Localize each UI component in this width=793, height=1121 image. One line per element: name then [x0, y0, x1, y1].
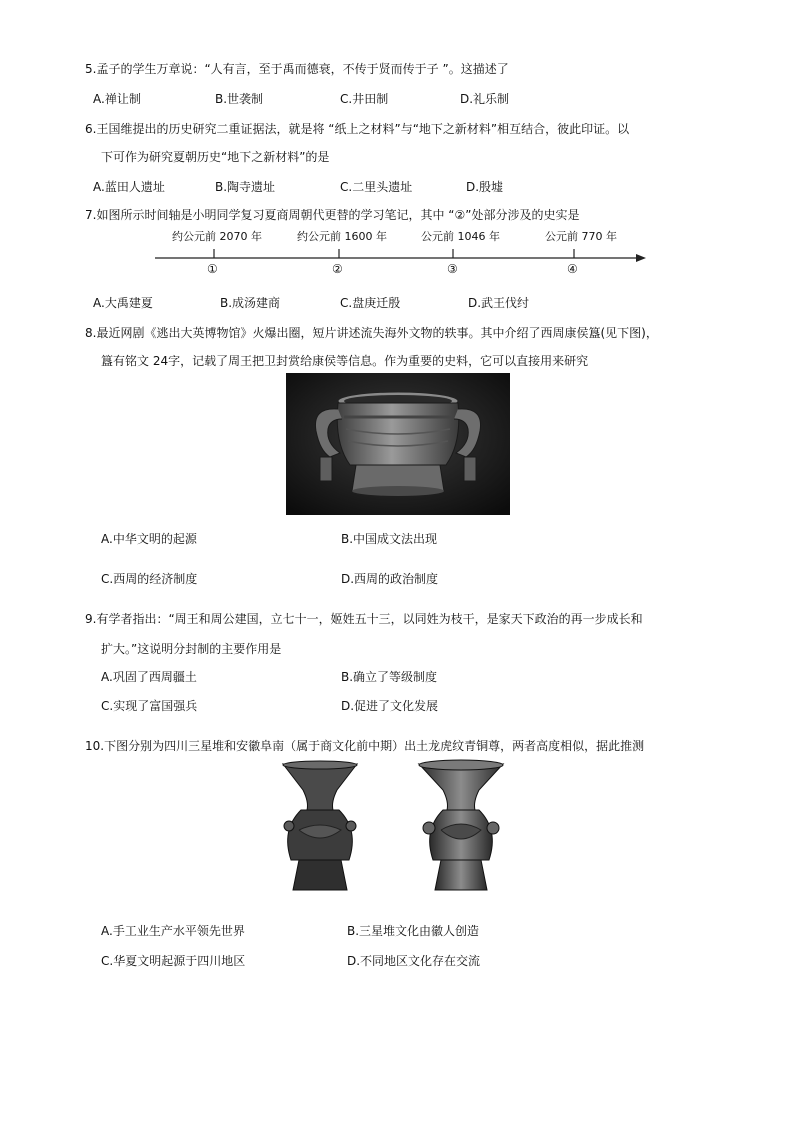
sanxingdui-zun-image	[275, 760, 365, 895]
timeline-marker-3: ③	[447, 262, 458, 276]
q5-option-b[interactable]: B.世袭制	[215, 92, 264, 106]
q8-option-d[interactable]: D.西周的政治制度	[341, 572, 439, 586]
kanghou-gui-image	[286, 373, 510, 515]
q9-stem-line2: 扩大。”这说明分封制的主要作用是	[101, 642, 282, 656]
q9-stem-line1: 9.有学者指出：“周王和周公建国，立七十一，姬姓五十三，以同姓为枝干，是家天下政治的再一步成长和	[85, 612, 643, 626]
q7-option-d[interactable]: D.武王伐纣	[468, 296, 530, 310]
q9-option-c[interactable]: C.实现了富国强兵	[101, 699, 198, 713]
q9-option-a[interactable]: A.巩固了西周疆土	[101, 670, 197, 684]
q10-option-d[interactable]: D.不同地区文化存在交流	[347, 954, 481, 968]
q5-option-d[interactable]: D.礼乐制	[460, 92, 510, 106]
timeline-date-2: 约公元前 1600 年	[297, 230, 387, 243]
q6-stem-line2: 下可作为研究夏朝历史“地下之新材料”的是	[101, 150, 330, 164]
timeline-date-3: 公元前 1046 年	[421, 230, 500, 243]
q8-option-b[interactable]: B.中国成文法出现	[341, 532, 438, 546]
q8-option-a[interactable]: A.中华文明的起源	[101, 532, 197, 546]
q7-stem: 7.如图所示时间轴是小明同学复习夏商周朝代更替的学习笔记，其中 “②”处部分涉及的史实是	[85, 208, 580, 222]
q10-stem: 10.下图分别为四川三星堆和安徽阜南（属于商文化前中期）出土龙虎纹青铜尊，两者高度相似，据此推测	[85, 739, 645, 753]
q10-option-b[interactable]: B.三星堆文化由徽人创造	[347, 924, 480, 938]
timeline-marker-2: ②	[332, 262, 343, 276]
q10-option-a[interactable]: A.手工业生产水平领先世界	[101, 924, 245, 938]
timeline-marker-1: ①	[207, 262, 218, 276]
timeline-marker-4: ④	[567, 262, 578, 276]
q8-option-c[interactable]: C.西周的经济制度	[101, 572, 198, 586]
q7-option-c[interactable]: C.盘庚迁殷	[340, 296, 401, 310]
q8-stem-line1: 8.最近网剧《逃出大英博物馆》火爆出圈，短片讲述流失海外文物的轶事。其中介绍了西周康侯簋(见下图)，	[85, 326, 658, 340]
q7-option-a[interactable]: A.大禹建夏	[93, 296, 153, 310]
q6-option-b[interactable]: B.陶寺遗址	[215, 180, 276, 194]
q7-option-b[interactable]: B.成汤建商	[220, 296, 281, 310]
q8-stem-line2: 簋有铭文 24字，记载了周王把卫封赏给康侯等信息。作为重要的史料，它可以直接用来研究	[101, 354, 589, 368]
q9-option-b[interactable]: B.确立了等级制度	[341, 670, 438, 684]
timeline-date-4: 公元前 770 年	[545, 230, 617, 243]
q6-option-a[interactable]: A.蓝田人遗址	[93, 180, 165, 194]
q6-stem-line1: 6.王国维提出的历史研究二重证据法，就是将 “纸上之材料”与“地下之新材料”相互结合，彼此印证。以	[85, 122, 630, 136]
q10-option-c[interactable]: C.华夏文明起源于四川地区	[101, 954, 246, 968]
q5-option-a[interactable]: A.禅让制	[93, 92, 141, 106]
q5-stem: 5.孟子的学生万章说：“人有言，至于禹而德衰，不传于贤而传于子 ”。这描述了	[85, 62, 509, 76]
q9-option-d[interactable]: D.促进了文化发展	[341, 699, 439, 713]
q5-option-c[interactable]: C.井田制	[340, 92, 389, 106]
timeline-date-1: 约公元前 2070 年	[172, 230, 262, 243]
q6-option-c[interactable]: C.二里头遗址	[340, 180, 413, 194]
funan-zun-image	[415, 758, 507, 895]
q6-option-d[interactable]: D.殷墟	[466, 180, 504, 194]
